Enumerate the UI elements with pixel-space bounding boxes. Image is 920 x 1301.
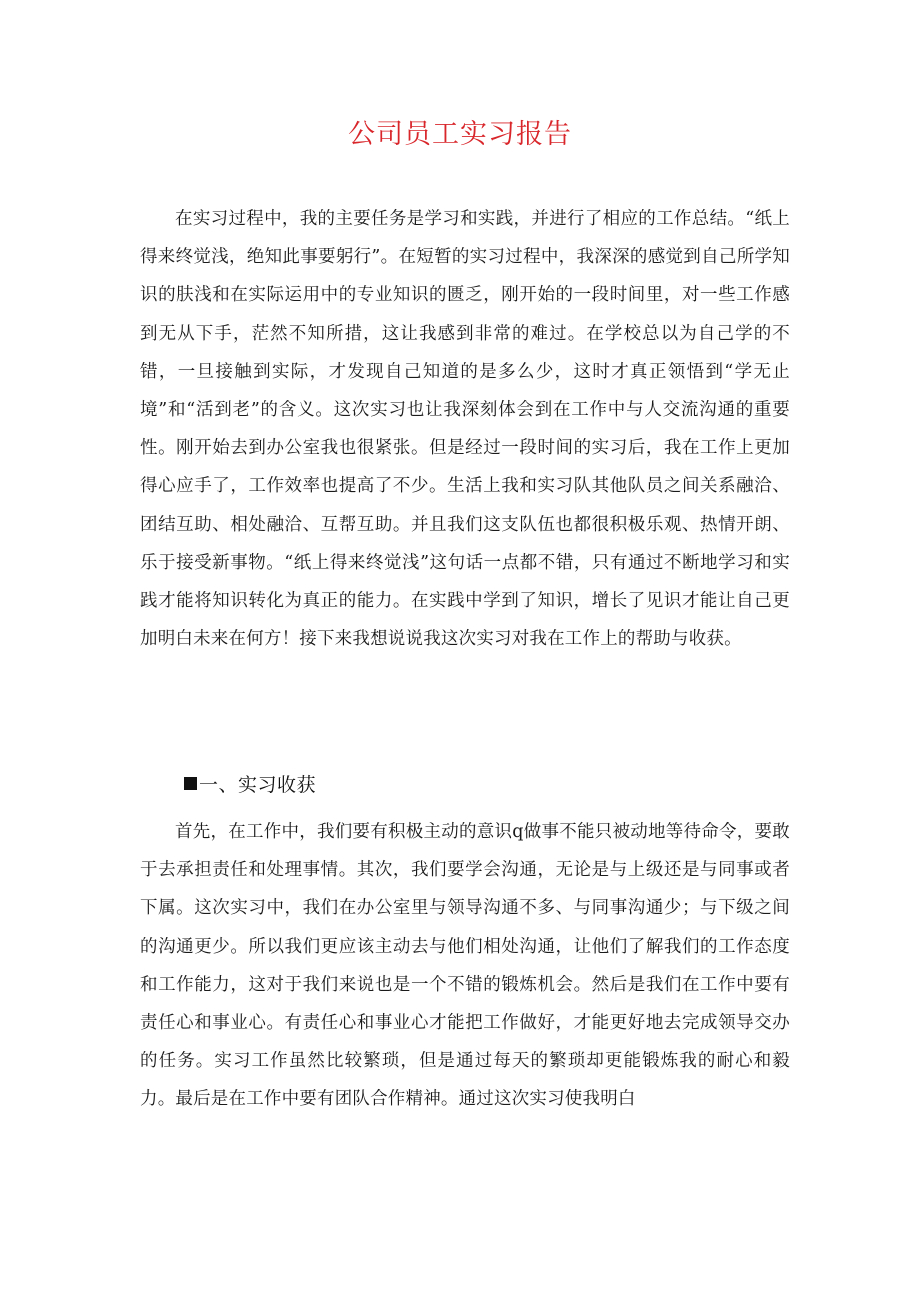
body-paragraph-2: [140, 813, 790, 1119]
paragraph-text: 首先，在工作中，我们要有积极主动的意识q做事不能只被动地等待命令，要敢于去承担责任和处理事情。其次，我们要学会沟通，无论是与上级还是与同事或者下属。这次实习中，我们在办公室里与领导沟通不多、与同事沟通少；与下级之间的沟通更少。所以我们更应该主动去与他们相处沟通，让他们了解我们的工作态度和工作能力，这对于我们来说也是一个不错的锻炼机会。然后是我们在工作中要有责任心和事业心。有责任心和事业心才能把工作做好，才能更好地去完成领导交办的任务。实习工作虽然比较繁琐，但是通过每天的繁琐却更能锻炼我的耐心和毅力。最后是在工作中要有团队合作精神。通过这次实习使我明白: [140, 822, 790, 1110]
paragraph-text: 在实习过程中，我的主要任务是学习和实践，并进行了相应的工作总结。“纸上得来终觉浅，绝知此事要躬行”。在短暂的实习过程中，我深深的感觉到自己所学知识的肤浅和在实际运用中的专业知识的匮乏，刚开始的一段时间里，对一些工作感到无从下手，茫然不知所措，这让我感到非常的难过。在学校总以为自己学的不错，一旦接触到实际，才发现自己知道的是多么少，这时才真正领悟到“学无止境”和“活到老”的含义。这次实习也让我深刻体会到在工作中与人交流沟通的重要性。刚开始去到办公室我也很紧张。但是经过一段时间的实习后，我在工作上更加得心应手了，工作效率也提高了不少。生活上我和实习队其他队员之间关系融洽、团结互助、相处融洽、互帮互助。并且我们这支队伍也都很积极乐观、热情开朗、乐于接受新事物。“纸上得来终觉浅”这句话一点都不错，只有通过不断地学习和实践才能将知识转化为真正的能力。在实践中学到了知识，增长了见识才能让自己更加明白未来在何方！接下来我想说说我这次实习对我在工作上的帮助与收获。: [140, 209, 790, 650]
section-heading-text: 一、实习收获: [199, 774, 317, 796]
section-heading: [184, 766, 316, 804]
square-bullet-icon: [184, 777, 197, 790]
body-paragraph-1: [140, 200, 790, 658]
document-title: 公司员工实习报告: [348, 119, 572, 150]
